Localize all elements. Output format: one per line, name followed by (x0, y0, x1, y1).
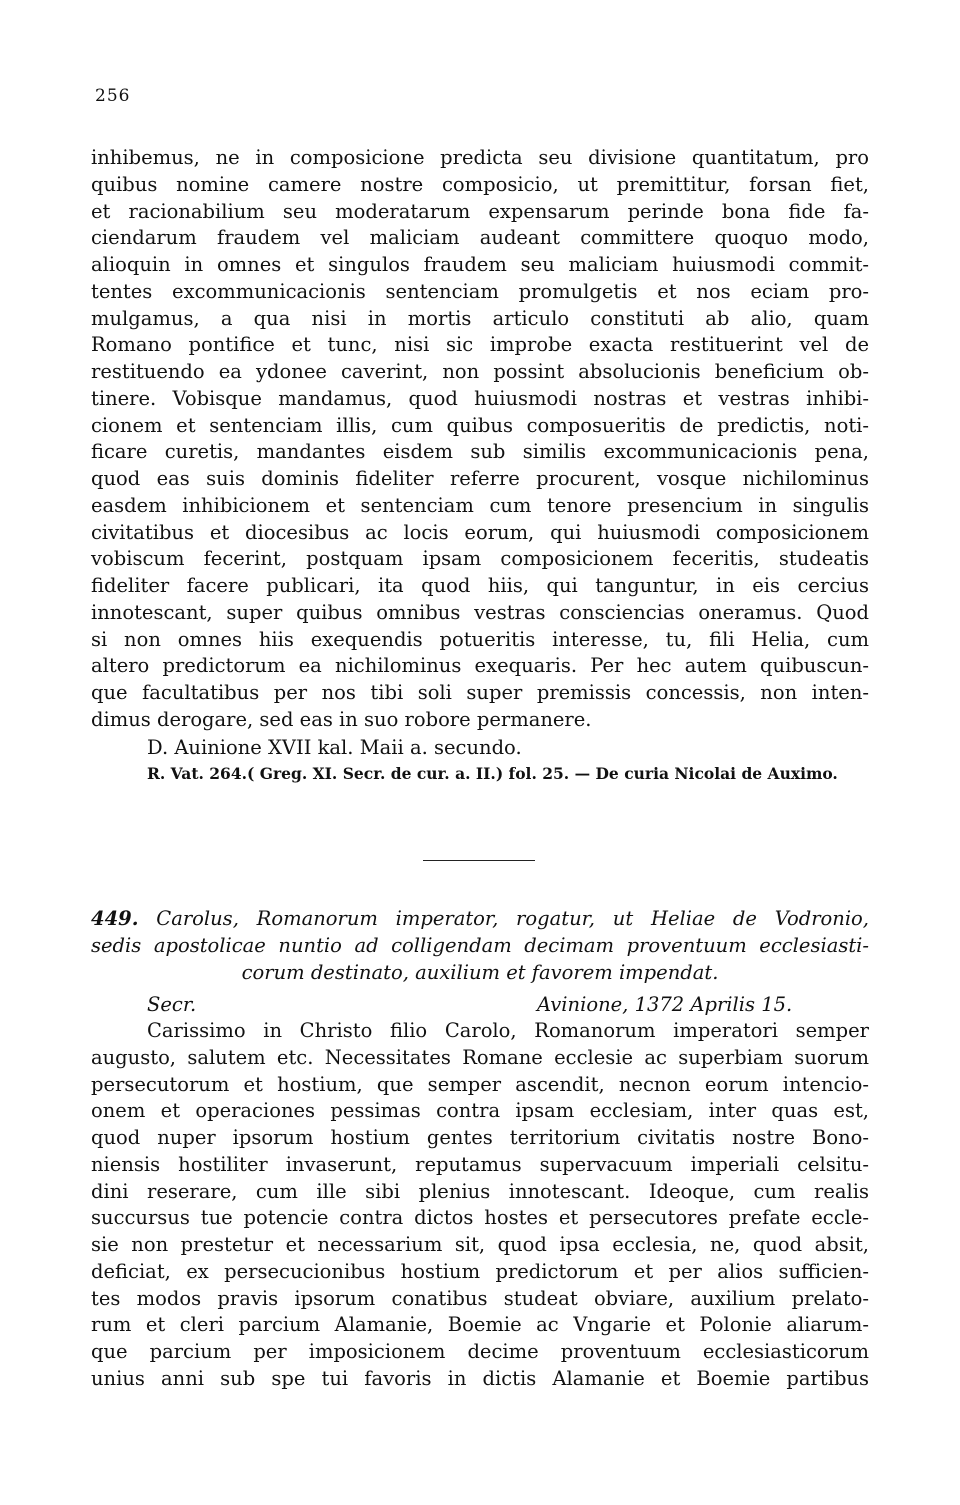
text-line: si non omnes hiis exequendis potueritis interesse, tu, fili Helia, cum (91, 627, 869, 651)
text-line: augusto, salutem etc. Necessitates Romane ecclesie ac superbiam suorum (91, 1045, 869, 1069)
text-line: onem et operaciones pessimas contra ipsam ecclesiam, inter quas est, (91, 1099, 869, 1123)
text-line: que parcium per imposicionem decime proventuum ecclesiasticorum (91, 1340, 869, 1363)
text-line: ficare curetis, mandantes eisdem sub similis excommunicacionis pena, (91, 440, 869, 464)
text-line: alioquin in omnes et singulos fraudem seu maliciam huiusmodi commit- (91, 253, 869, 276)
text-line: quod nuper ipsorum hostium gentes territorium civitatis nostre Bono- (91, 1126, 869, 1149)
text-line: niensis hostiliter invaserunt, reputamus supervacuum imperiali celsitu- (91, 1152, 869, 1176)
text-line: succursus tue potencie contra dictos hostes et persecutores prefate eccle- (91, 1206, 869, 1230)
text-line: mulgamus, a qua nisi in mortis articulo constituti ab alio, quam (91, 306, 869, 330)
document-source: Secr. (147, 993, 197, 1016)
text-line: dini reserare, cum ille sibi plenius innotescant. Ideoque, cum realis (91, 1179, 869, 1203)
page-number: 256 (95, 86, 131, 106)
section-divider (423, 860, 535, 861)
text-line: altero predictorum ea nichilominus exequaris. Per hec autem quibuscun- (91, 654, 869, 678)
upper-text-block (91, 145, 869, 787)
text-line: deficiat, ex persecucionibus hostium predictorum et per alios sufficien- (91, 1259, 869, 1283)
heading-line-3: corum destinato, auxilium et favorem impendat. (241, 960, 719, 984)
text-line: rum et cleri parcium Alamanie, Boemie ac Vngarie et Polonie aliarum- (91, 1313, 869, 1337)
text-line: innotescant, super quibus omnibus vestras consciencias oneramus. Quod (91, 600, 869, 624)
document-meta (147, 991, 869, 1018)
text-line: vobiscum fecerint, postquam ipsam composicionem feceritis, studeatis (91, 547, 869, 571)
document-body (91, 1018, 869, 1393)
archival-reference: R. Vat. 264.( Greg. XI. Secr. de cur. a. II.) fol. 25. — De curia Nicolai de Auximo. (147, 763, 838, 783)
text-line: cionem et sentenciam illis, cum quibus composueritis de predictis, noti- (91, 413, 869, 437)
text-line: quibus nomine camere nostre composicio, ut premittitur, forsan fiet, (91, 172, 869, 196)
text-line: tes modos pravis ipsorum conatibus studeat obviare, auxilium prelato- (91, 1286, 869, 1310)
text-line: unius anni sub spe tui favoris in dictis Alamanie et Boemie partibus (91, 1366, 869, 1390)
text-line: Romano pontifice et tunc, nisi sic improbe exacta restituerint vel de (91, 333, 869, 357)
text-line: tentes excommunicacionis sentenciam promulgetis et nos eciam pro- (91, 279, 869, 303)
text-line: ciendarum fraudem vel maliciam audeant committere quoquo modo, (91, 226, 869, 250)
text-line: easdem inhibicionem et sentenciam cum tenore presencium in singulis (91, 493, 869, 517)
heading-text: Carolus, Romanorum imperator, rogatur, ut Heliae de Vodronio, (156, 907, 869, 930)
text-line: que facultatibus per nos tibi soli super premissis concessis, non inten- (91, 681, 869, 704)
text-line: Carissimo in Christo filio Carolo, Romanorum imperatori semper (147, 1019, 869, 1042)
text-line: fideliter facere publicari, ita quod hiis, qui tanguntur, in eis cercius (91, 574, 869, 597)
text-line: inhibemus, ne in composicione predicta seu divisione quantitatum, pro (91, 146, 869, 169)
document-place-date: Avinione, 1372 Aprilis 15. (537, 993, 793, 1016)
text-line: sie non prestetur et necessarium sit, quod ipsa ecclesia, ne, quod absit, (91, 1233, 869, 1256)
document-heading (91, 906, 869, 986)
text-line: civitatibus et diocesibus ac locis eorum, qui huiusmodi composicionem (91, 520, 869, 544)
text-line: persecutorum et hostium, que semper ascendit, necnon eorum intencio- (91, 1072, 869, 1096)
heading-line-2: sedis apostolicae nuntio ad colligendam decimam proventuum ecclesiasti- (91, 933, 869, 957)
text-line: dimus derogare, sed eas in suo robore permanere. (91, 707, 592, 731)
text-line: restituendo ea ydonee caverint, non possint absolucionis beneficium ob- (91, 360, 869, 383)
dateline: D. Auinione XVII kal. Maii a. secundo. (147, 735, 522, 759)
heading-line-1 (91, 906, 869, 933)
document-number: 449. (91, 907, 139, 930)
text-line: et racionabilium seu moderatarum expensarum perinde bona fide fa- (91, 199, 869, 223)
text-line: tinere. Vobisque mandamus, quod huiusmodi nostras et vestras inhibi- (91, 386, 869, 410)
text-line: quod eas suis dominis fideliter referre procurent, vosque nichilominus (91, 467, 869, 490)
